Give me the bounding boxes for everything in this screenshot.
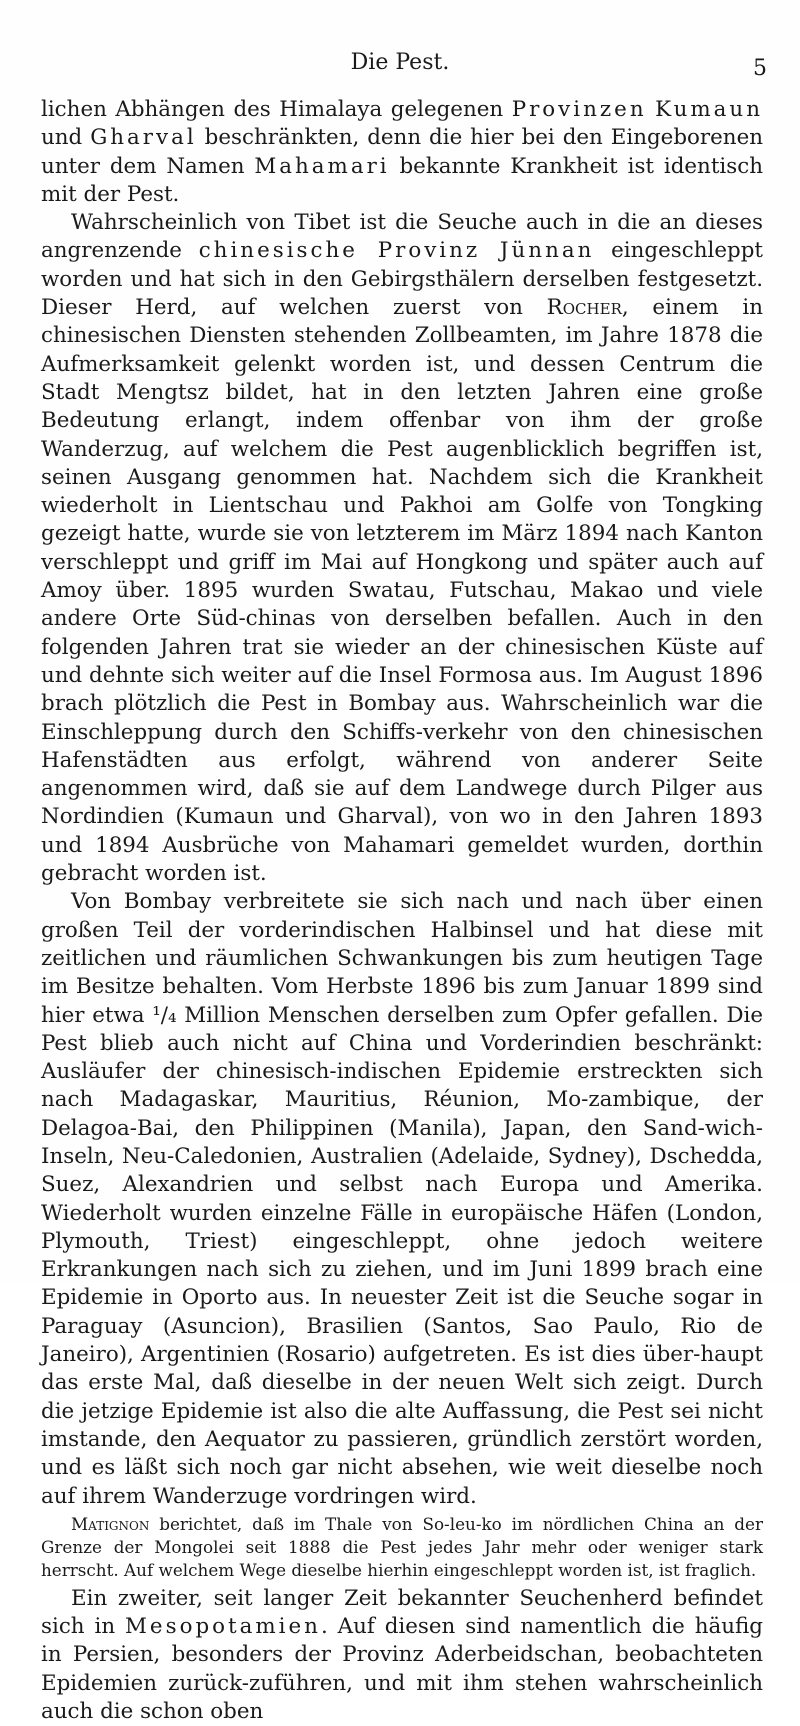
body-text <box>41 96 763 1726</box>
spaced-term: Mesopotamien <box>125 1614 321 1640</box>
spaced-term: Kumaun <box>655 97 763 122</box>
page-number: 5 <box>753 56 767 81</box>
paragraph-juennan: Wahrscheinlich von Tibet ist die Seuche auch in die an dieses angrenzende chinesische Provinz Jünnan eingeschleppt worden und hat sich in den Gebirgsthälern derselben festgesetzt. Dieser Herd, auf welchen zuerst von Rocher, einem in chinesischen Diensten stehenden Zollbeamten, im Jahre 1878 die Aufmerksamkeit gelenkt worden ist, und dessen Centrum die Stadt Mengtsz bildet, hat in den letzten Jahren eine große Bedeutung erlangt, indem offenbar von ihm der große Wanderzug, auf welchem die Pest augenblicklich begriffen ist, seinen Ausgang genommen hat. Nachdem sich die Krankheit wiederholt in Lientschau und Pakhoi am Golfe von Tongking gezeigt hatte, wurde sie von letzterem im März 1894 nach Kanton verschleppt und griff im Mai auf Hongkong und später auch auf Amoy über. 1895 wurden Swatau, Futschau, Makao und viele andere Orte Süd-chinas von derselben befallen. Auch in den folgenden Jahren trat sie wieder an der chinesischen Küste auf und dehnte sich weiter auf die Insel Formosa aus. Im August 1896 brach plötzlich die Pest in Bombay aus. Wahrscheinlich war die Einschleppung durch den Schiffs-verkehr von den chinesischen Hafenstädten aus erfolgt, während von anderer Seite angenommen wird, daß sie auf dem Landwege durch Pilger aus Nordindien (Kumaun und Gharval), von wo in den Jahren 1893 und 1894 Ausbrüche von Mahamari gemeldet wurden, dorthin gebracht worden ist. <box>41 210 763 887</box>
spaced-term: Mahamari <box>254 153 390 179</box>
running-title: Die Pest. <box>350 50 450 75</box>
spaced-term: Provinzen <box>511 97 647 122</box>
paragraph-mesopotamien: Ein zweiter, seit langer Zeit bekannter Seuchenherd befindet sich in Mesopotamien. Auf diesen sind namentlich die häufig in Persien, besonders der Provinz Aderbeidschan, beobachteten Epidemien zurück-zuführen, und mit ihm stehen wahrscheinlich auch die schon oben <box>41 1585 764 1725</box>
author-name: Rocher <box>546 295 622 321</box>
spaced-term: Gharval <box>90 125 197 151</box>
running-header <box>0 48 800 80</box>
fraction: ¹/₄ <box>152 1002 177 1028</box>
paragraph-himalaya: lichen Abhängen des Himalaya gelegenen Provinzen Kumaun und Gharval beschränkten, denn die hier bei den Eingeborenen unter dem Namen Mahamari bekannte Krankheit ist identisch mit der Pest. <box>41 97 764 207</box>
paragraph-bombay: Von Bombay verbreitete sie sich nach und nach über einen großen Teil der vorderindischen Halbinsel und hat diese mit zeitlichen und räumlichen Schwankungen bis zum heutigen Tage im Besitze behalten. Vom Herbste 1896 bis zum Januar 1899 sind hier etwa ¹/₄ Million Menschen derselben zum Opfer gefallen. Die Pest blieb auch nicht auf China und Vorderindien beschränkt: Ausläufer der chinesisch-indischen Epidemie erstreckten sich nach Madagaskar, Mauritius, Réunion, Mo-zambique, der Delagoa-Bai, den Philippinen (Manila), Japan, den Sand-wich-Inseln, Neu-Caledonien, Australien (Adelaide, Sydney), Dschedda, Suez, Alexandrien und selbst nach Europa und Amerika. Wiederholt wurden einzelne Fälle in europäische Häfen (London, Plymouth, Triest) eingeschleppt, ohne jedoch weitere Erkrankungen nach sich zu ziehen, und im Juni 1899 brach eine Epidemie in Oporto aus. In neuester Zeit ist die Seuche sogar in Paraguay (Asuncion), Brasilien (Santos, Sao Paulo, Rio de Janeiro), Argentinien (Rosario) aufgetreten. Es ist dies über-haupt das erste Mal, daß dieselbe in der neuen Welt sich zeigt. Durch die jetzige Epidemie ist also die alte Auffassung, die Pest sei nicht imstande, den Aequator zu passieren, gründlich zerstört worden, und es läßt sich noch gar nicht absehen, wie weit dieselbe noch auf ihrem Wanderzuge vordringen wird. <box>41 889 763 1509</box>
note-paragraph: Matignon berichtet, daß im Thale von So-leu-ko im nördlichen China an der Grenze der Mongolei seit 1888 die Pest jedes Jahr mehr oder weniger stark herrscht. Auf welchem Wege dieselbe hierhin eingeschleppt worden ist, ist fraglich. <box>41 1513 763 1580</box>
spaced-term: chinesische Provinz Jünnan <box>198 238 595 264</box>
author-name: Matignon <box>71 1513 150 1534</box>
